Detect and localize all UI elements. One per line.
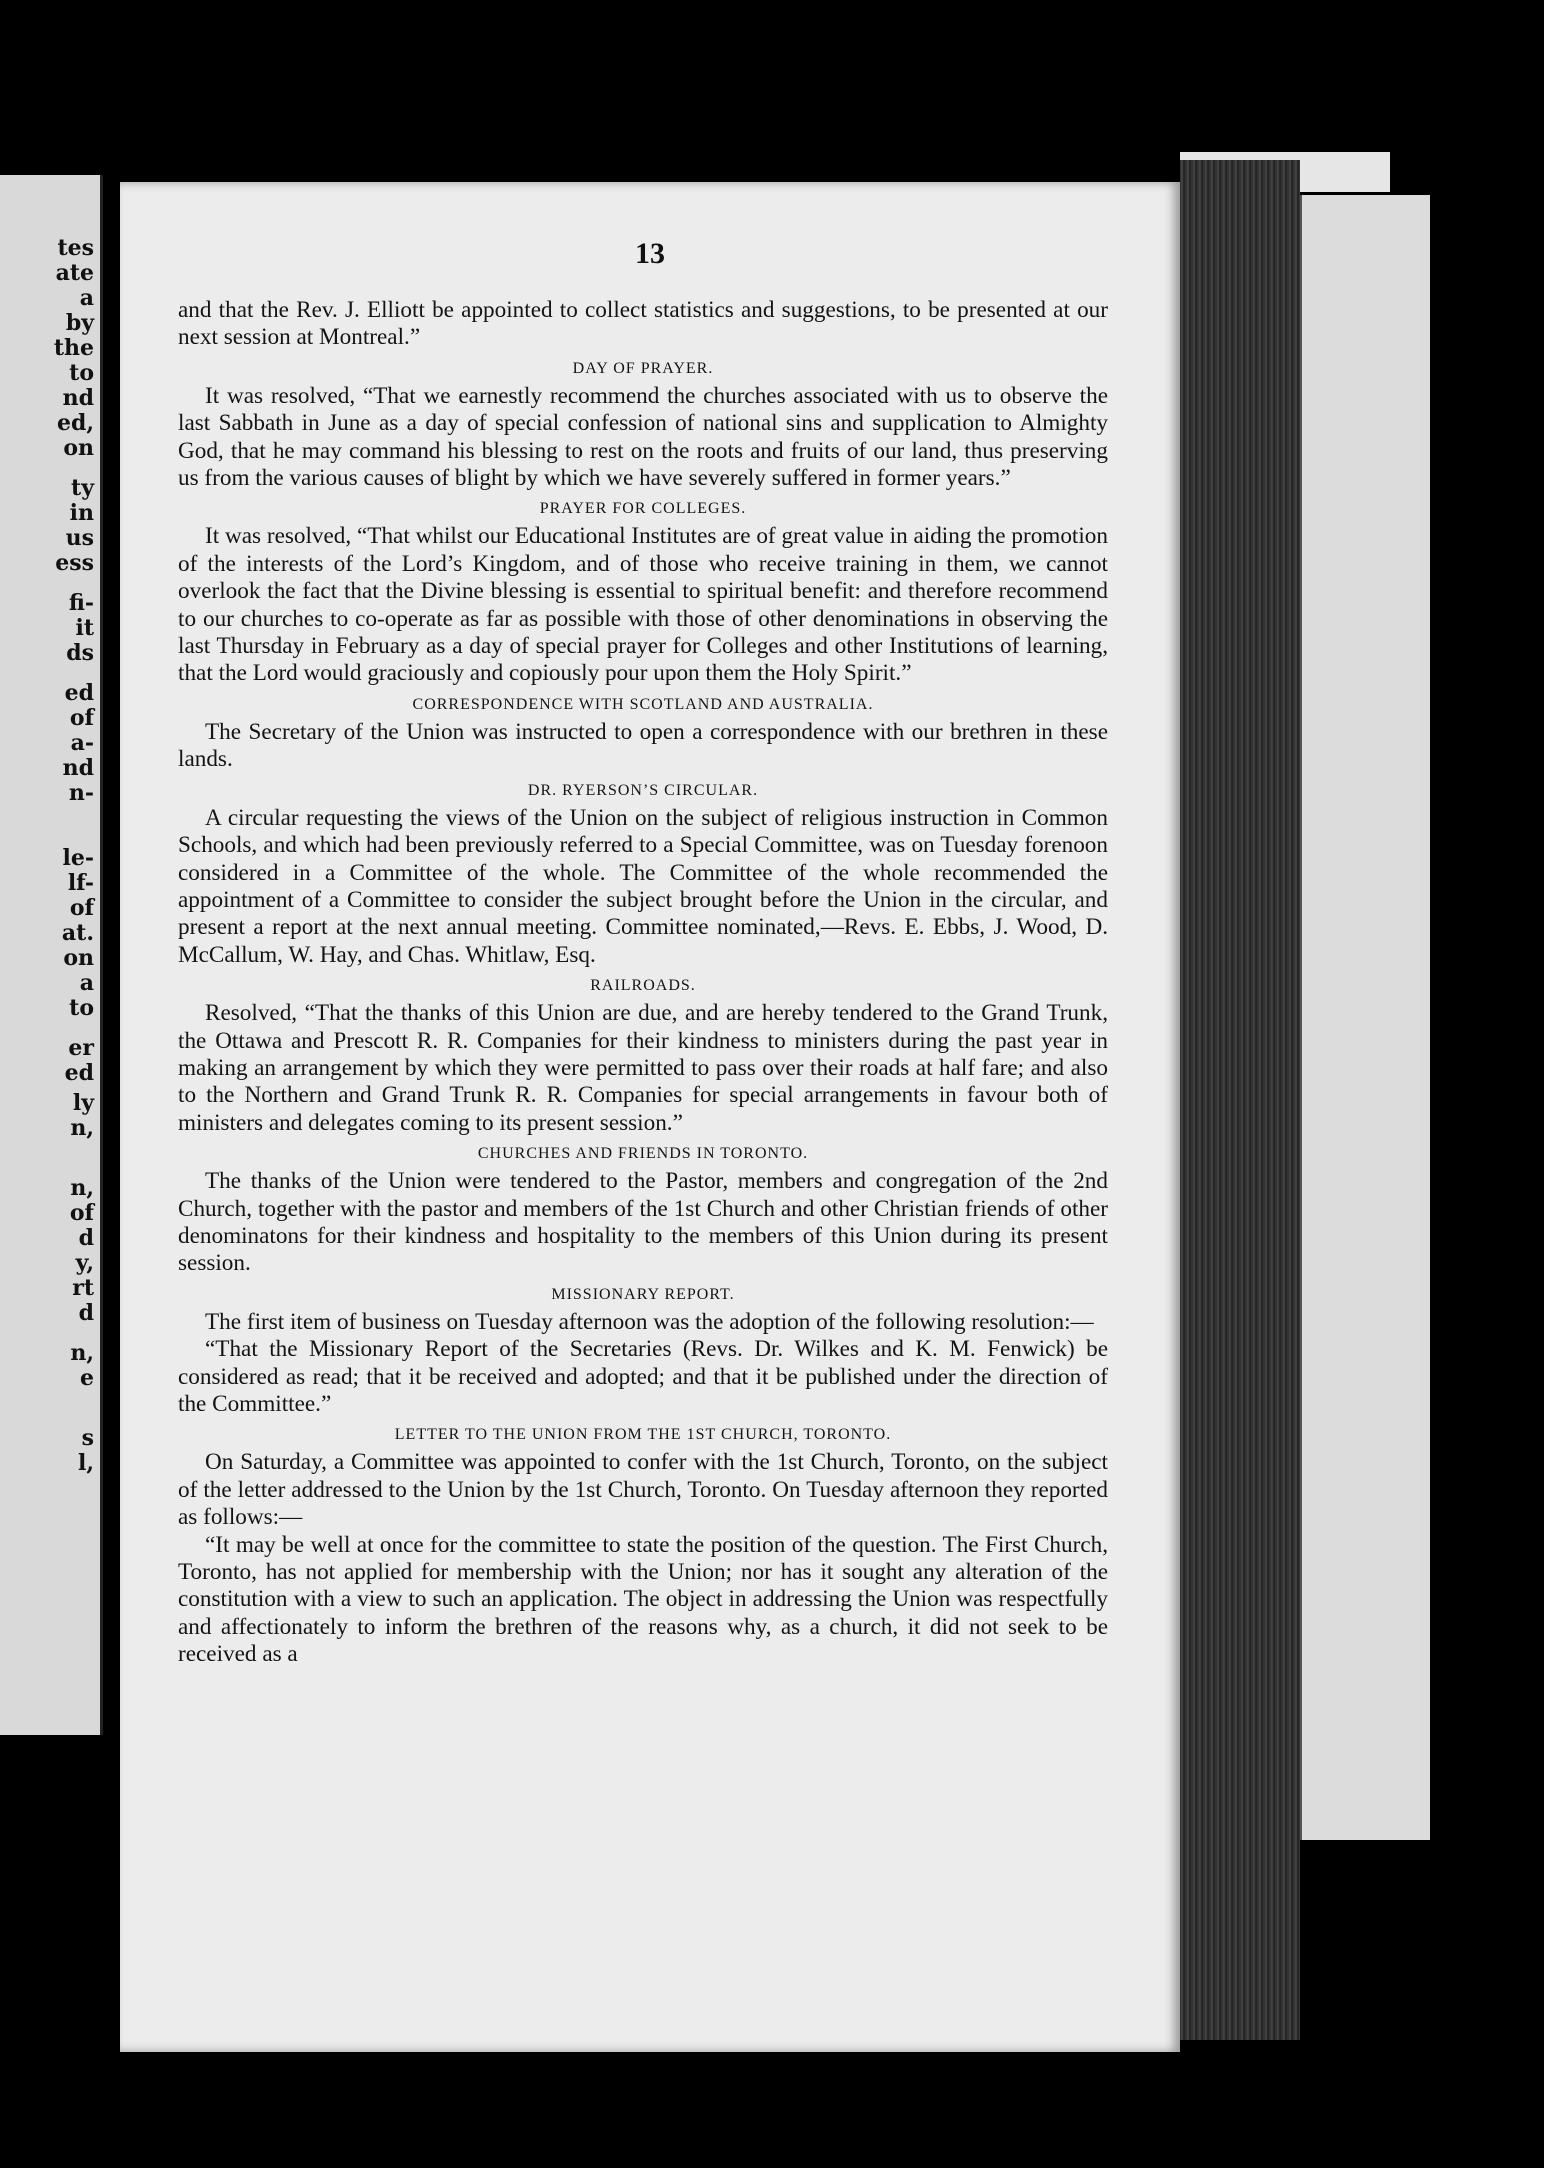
section-heading: DR. RYERSON’S CIRCULAR. (527, 781, 759, 799)
section-heading: CHURCHES AND FRIENDS IN TORONTO. (477, 1145, 809, 1163)
left-page-fragment: by (65, 310, 94, 336)
left-page-fragment: l, (77, 1450, 94, 1476)
section-heading: LETTER TO THE UNION FROM THE 1ST CHURCH, TORONTO. (394, 1426, 892, 1444)
left-page-fragment: a (79, 285, 94, 311)
left-page-fragment: er (68, 1035, 94, 1061)
left-page-fragment: y, (75, 1250, 94, 1276)
left-page-text-fragments (0, 175, 100, 1735)
section-paragraph: “That the Missionary Report of the Secretaries (Revs. Dr. Wilkes and K. M. Fenwick) be considered as read; that it be received and adopted; and that it be published under the direction of the Committee.” (178, 1336, 1108, 1417)
left-page-fragment: ds (66, 640, 94, 666)
left-page-fragment: n, (70, 1340, 94, 1366)
left-page-fragment: lf- (67, 870, 94, 896)
section-heading: PRAYER FOR COLLEGES. (539, 500, 747, 518)
left-page-fragment: ty (71, 475, 94, 501)
section-paragraph: “It may be well at once for the committee to state the position of the question. The First Church, Toronto, has not applied for membership with the Union; nor has it sought any alteration of the constitution with a view to such an application. The object in addressing the Union was respectfully and affectionately to inform the brethren of the reasons why, as a church, it did not seek to be received as a (178, 1531, 1108, 1668)
left-page-fragment: us (65, 525, 94, 551)
left-page-fragment: nd (62, 385, 94, 411)
left-page-fragment: le- (62, 845, 94, 871)
left-page-fragment: a (79, 970, 94, 996)
section-paragraph: It was resolved, “That we earnestly recommend the churches associated with us to observe the last Sabbath in June as a day of special confession of national sins and supplication to Almighty God, that he may command his blessing to rest on the roots and fruits of our land, thus preserving us from the various causes of blight by which we have severely suffered in former years.” (178, 382, 1108, 492)
left-page-fragment: on (63, 945, 94, 971)
section-heading: DAY OF PRAYER. (572, 359, 714, 377)
page-body (178, 297, 1108, 1669)
left-page-fragment: n, (70, 1175, 94, 1201)
section-heading: RAILROADS. (590, 977, 696, 995)
section-paragraph: The Secretary of the Union was instructed to open a correspondence with our brethren in these lands. (178, 718, 1108, 773)
left-page-fragment: of (69, 895, 94, 921)
left-page-fragment: d (78, 1225, 94, 1251)
left-page-fragment: ate (55, 260, 94, 286)
left-page-edge (0, 175, 103, 1735)
left-page-fragment: it (75, 615, 94, 641)
left-page-fragment: rt (72, 1275, 94, 1301)
left-page-fragment: fi- (68, 590, 94, 616)
section-paragraph: The first item of business on Tuesday afternoon was the adoption of the following resolution:— (205, 1308, 1094, 1335)
left-page-fragment: tes (57, 235, 94, 261)
section-paragraph: The thanks of the Union were tendered to the Pastor, members and congregation of the 2nd Church, together with the pastor and members of the 1st Church and other Christian friends of other denominatons for their kindness and hospitality to the members of this Union during its present session. (178, 1168, 1108, 1277)
section-paragraph: Resolved, “That the thanks of this Union are due, and are hereby tendered to the Grand Trunk, the Ottawa and Prescott R. R. Companies for their kindness to ministers during the past year in making an arrangement by which they were permitted to pass over their roads at half fare; and also to the Northern and Grand Trunk R. R. Companies for special arrangements in favour both of ministers and delegates coming to its present session.” (178, 1000, 1108, 1136)
left-page-fragment: s (81, 1425, 94, 1451)
page-number: 13 (635, 237, 665, 270)
left-page-fragment: in (69, 500, 94, 526)
left-page-fragment: ess (55, 550, 94, 576)
left-page-fragment: ed, (56, 410, 94, 436)
section-heading: CORRESPONDENCE WITH SCOTLAND AND AUSTRALIA. (412, 695, 874, 713)
left-page-fragment: ed (64, 1060, 94, 1086)
sections-container (178, 358, 1108, 1669)
left-page-fragment: n, (70, 1115, 94, 1141)
left-page-fragment: the (53, 335, 94, 361)
left-page-fragment: ed (64, 680, 94, 706)
left-page-fragment: on (63, 435, 94, 461)
under-pages (1300, 195, 1430, 1840)
section-heading: MISSIONARY REPORT. (551, 1285, 735, 1303)
left-page-fragment: of (69, 1200, 94, 1226)
left-page-fragment: a- (70, 730, 94, 756)
section-paragraph: A circular requesting the views of the Union on the subject of religious instruction in Common Schools, and which had been previously referred to a Special Committee, was on Tuesday forenoon considered in a Committee of the whole. The Committee of the whole recommended the appointment of a Committee to consider the subject brought before the Union in the circular, and present a report at the next annual meeting. Committee nominated,—Revs. E. Ebbs, J. Wood, D. McCallum, W. Hay, and Chas. Whitlaw, Esq. (178, 804, 1108, 968)
page-stack-edge (1180, 160, 1300, 2040)
left-page-fragment: to (69, 995, 94, 1021)
section-paragraph: On Saturday, a Committee was appointed to confer with the 1st Church, Toronto, on the subject of the letter addressed to the Union by the 1st Church, Toronto. On Tuesday afternoon they reported as follows:— (178, 1449, 1108, 1531)
left-page-fragment: ly (72, 1090, 94, 1116)
left-page-fragment: d (78, 1300, 94, 1326)
left-page-fragment: e (80, 1365, 94, 1391)
section-paragraph: It was resolved, “That whilst our Educational Institutes are of great value in aiding the promotion of the interests of the Lord’s Kingdom, and of those who receive training in them, we cannot overlook the fact that the Divine blessing is essential to spiritual benefit: and therefore recommend to our churches to co-operate as far as possible with those of other denominations in observing the last Thursday in February as a day of special prayer for Colleges and other Institutions of learning, that the Lord would graciously and copiously pour upon them the Holy Spirit.” (178, 523, 1108, 687)
page-13 (120, 182, 1180, 2052)
left-page-fragment: n- (68, 780, 94, 806)
left-page-fragment: of (69, 705, 94, 731)
left-page-fragment: to (69, 360, 94, 386)
left-page-fragment: nd (62, 755, 94, 781)
left-page-fragment: at. (61, 920, 94, 946)
opening-paragraph: and that the Rev. J. Elliott be appointed to collect statistics and suggestions, to be presented at our next session at Montreal.” (178, 297, 1108, 351)
